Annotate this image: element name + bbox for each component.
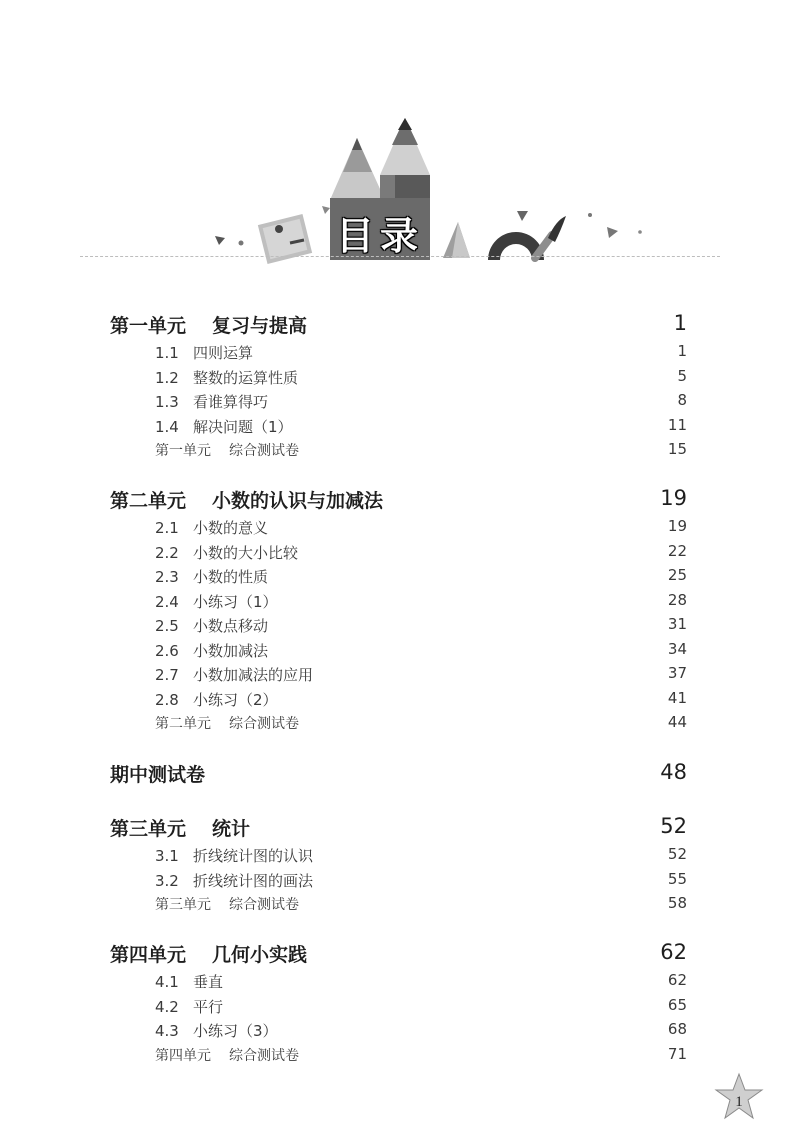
lesson-page: 68 bbox=[667, 1020, 687, 1038]
lesson-title: 平行 bbox=[193, 997, 224, 1016]
lesson-page: 22 bbox=[667, 541, 687, 560]
page-title: 目录 bbox=[335, 214, 424, 258]
lesson-number: 3.2 bbox=[155, 871, 179, 890]
lesson-page: 8 bbox=[677, 391, 687, 409]
lesson-title: 整数的运算性质 bbox=[193, 368, 299, 387]
review-page: 71 bbox=[667, 1044, 687, 1063]
review-title: 综合测试卷 bbox=[229, 716, 299, 732]
confetti-dot-icon bbox=[588, 213, 592, 217]
lesson-page: 19 bbox=[667, 517, 687, 535]
confetti-triangle-icon bbox=[215, 236, 225, 245]
lesson-title: 解决问题（1） bbox=[193, 417, 293, 436]
lesson-title: 小练习（1） bbox=[193, 592, 278, 611]
unit-title: 期中测试卷 bbox=[110, 764, 206, 786]
unit-title: 几何小实践 bbox=[212, 944, 308, 966]
lesson-number: 4.2 bbox=[155, 997, 179, 1016]
confetti-triangle-icon bbox=[607, 227, 618, 238]
lesson-page: 1 bbox=[677, 342, 687, 360]
review-unit: 第二单元 bbox=[155, 716, 211, 732]
lesson-heading bbox=[155, 615, 268, 636]
lesson-number: 2.8 bbox=[155, 690, 179, 709]
unit-title: 复习与提高 bbox=[212, 315, 308, 337]
unit-number: 第一单元 bbox=[110, 315, 187, 337]
confetti-triangle-icon bbox=[517, 211, 528, 221]
lesson-heading bbox=[155, 664, 313, 685]
lesson-heading bbox=[155, 566, 268, 587]
lesson-title: 小数点移动 bbox=[193, 617, 269, 635]
lesson-heading bbox=[155, 689, 278, 710]
lesson-number: 1.2 bbox=[155, 368, 179, 387]
unit-page: 62 bbox=[660, 940, 687, 964]
lesson-heading bbox=[155, 342, 253, 363]
lesson-heading bbox=[155, 416, 293, 437]
unit-heading bbox=[110, 814, 250, 841]
unit-number: 第四单元 bbox=[110, 944, 187, 966]
lesson-number: 2.4 bbox=[155, 592, 179, 611]
lesson-number: 2.7 bbox=[155, 666, 179, 684]
lesson-heading bbox=[155, 971, 223, 992]
unit-title: 小数的认识与加减法 bbox=[212, 490, 384, 512]
header-divider bbox=[80, 256, 720, 257]
lesson-page: 11 bbox=[667, 415, 687, 434]
review-title: 综合测试卷 bbox=[229, 897, 299, 913]
lesson-page: 65 bbox=[667, 995, 687, 1014]
lesson-number: 1.4 bbox=[155, 417, 179, 436]
lesson-heading bbox=[155, 1020, 278, 1041]
lesson-title: 小数的性质 bbox=[193, 568, 269, 586]
unit-heading bbox=[110, 760, 205, 787]
unit-page: 52 bbox=[660, 814, 687, 838]
lesson-number: 4.1 bbox=[155, 973, 179, 991]
page-number-star-icon bbox=[712, 1072, 766, 1126]
lesson-title: 小数的意义 bbox=[193, 519, 269, 537]
lesson-heading bbox=[155, 845, 313, 866]
brush-icon bbox=[535, 216, 566, 258]
review-title: 综合测试卷 bbox=[229, 443, 299, 459]
lesson-number: 3.1 bbox=[155, 847, 179, 865]
review-page: 44 bbox=[667, 713, 687, 731]
lesson-title: 小数加减法的应用 bbox=[193, 666, 314, 684]
lesson-title: 小数的大小比较 bbox=[193, 543, 299, 562]
unit-heading bbox=[110, 486, 383, 513]
lesson-number: 2.5 bbox=[155, 617, 179, 635]
lesson-title: 小数加减法 bbox=[193, 641, 269, 660]
unit-page: 48 bbox=[660, 760, 687, 784]
lesson-heading bbox=[155, 591, 278, 612]
review-page: 58 bbox=[667, 894, 687, 912]
review-heading bbox=[155, 894, 299, 914]
review-heading bbox=[155, 440, 299, 460]
review-unit: 第四单元 bbox=[155, 1047, 211, 1064]
lesson-heading bbox=[155, 517, 268, 538]
confetti-dot-icon bbox=[638, 230, 642, 234]
page-number: 1 bbox=[735, 1094, 743, 1110]
lesson-number: 2.2 bbox=[155, 543, 179, 562]
review-heading bbox=[155, 1045, 299, 1065]
review-unit: 第三单元 bbox=[155, 897, 211, 913]
lesson-number: 2.1 bbox=[155, 519, 179, 537]
lesson-title: 小练习（2） bbox=[193, 690, 278, 709]
lesson-page: 41 bbox=[667, 688, 687, 707]
lesson-heading bbox=[155, 870, 313, 891]
unit-number: 第三单元 bbox=[110, 818, 187, 840]
lesson-title: 四则运算 bbox=[193, 344, 254, 362]
lesson-heading bbox=[155, 542, 298, 563]
confetti-dot-icon bbox=[239, 241, 244, 246]
review-title: 综合测试卷 bbox=[229, 1047, 299, 1064]
lesson-title: 折线统计图的画法 bbox=[193, 871, 314, 890]
unit-page: 19 bbox=[660, 486, 687, 510]
lesson-number: 1.3 bbox=[155, 393, 179, 411]
review-heading bbox=[155, 713, 299, 733]
lesson-number: 2.3 bbox=[155, 568, 179, 586]
lesson-page: 31 bbox=[667, 615, 687, 633]
lesson-page: 28 bbox=[667, 590, 687, 609]
lesson-number: 4.3 bbox=[155, 1022, 179, 1040]
confetti-triangle-icon bbox=[322, 206, 330, 214]
lesson-title: 垂直 bbox=[193, 973, 224, 991]
lesson-page: 37 bbox=[667, 664, 687, 682]
lesson-title: 折线统计图的认识 bbox=[193, 847, 314, 865]
lesson-page: 25 bbox=[667, 566, 687, 584]
lesson-heading bbox=[155, 391, 268, 412]
lesson-page: 52 bbox=[667, 845, 687, 863]
unit-number: 第二单元 bbox=[110, 490, 187, 512]
unit-heading bbox=[110, 940, 307, 967]
review-unit: 第一单元 bbox=[155, 443, 211, 459]
lesson-page: 55 bbox=[667, 869, 687, 888]
lesson-number: 1.1 bbox=[155, 344, 179, 362]
review-page: 15 bbox=[667, 440, 687, 458]
lesson-title: 小练习（3） bbox=[193, 1022, 278, 1040]
unit-page: 1 bbox=[673, 311, 687, 335]
lesson-page: 62 bbox=[667, 971, 687, 989]
lesson-title: 看谁算得巧 bbox=[193, 393, 269, 411]
lesson-heading bbox=[155, 640, 268, 661]
lesson-heading bbox=[155, 367, 298, 388]
lesson-page: 5 bbox=[677, 366, 687, 385]
unit-heading bbox=[110, 311, 307, 338]
lesson-number: 2.6 bbox=[155, 641, 179, 660]
lesson-heading bbox=[155, 996, 223, 1017]
unit-title: 统计 bbox=[212, 818, 251, 840]
lesson-page: 34 bbox=[667, 639, 687, 658]
